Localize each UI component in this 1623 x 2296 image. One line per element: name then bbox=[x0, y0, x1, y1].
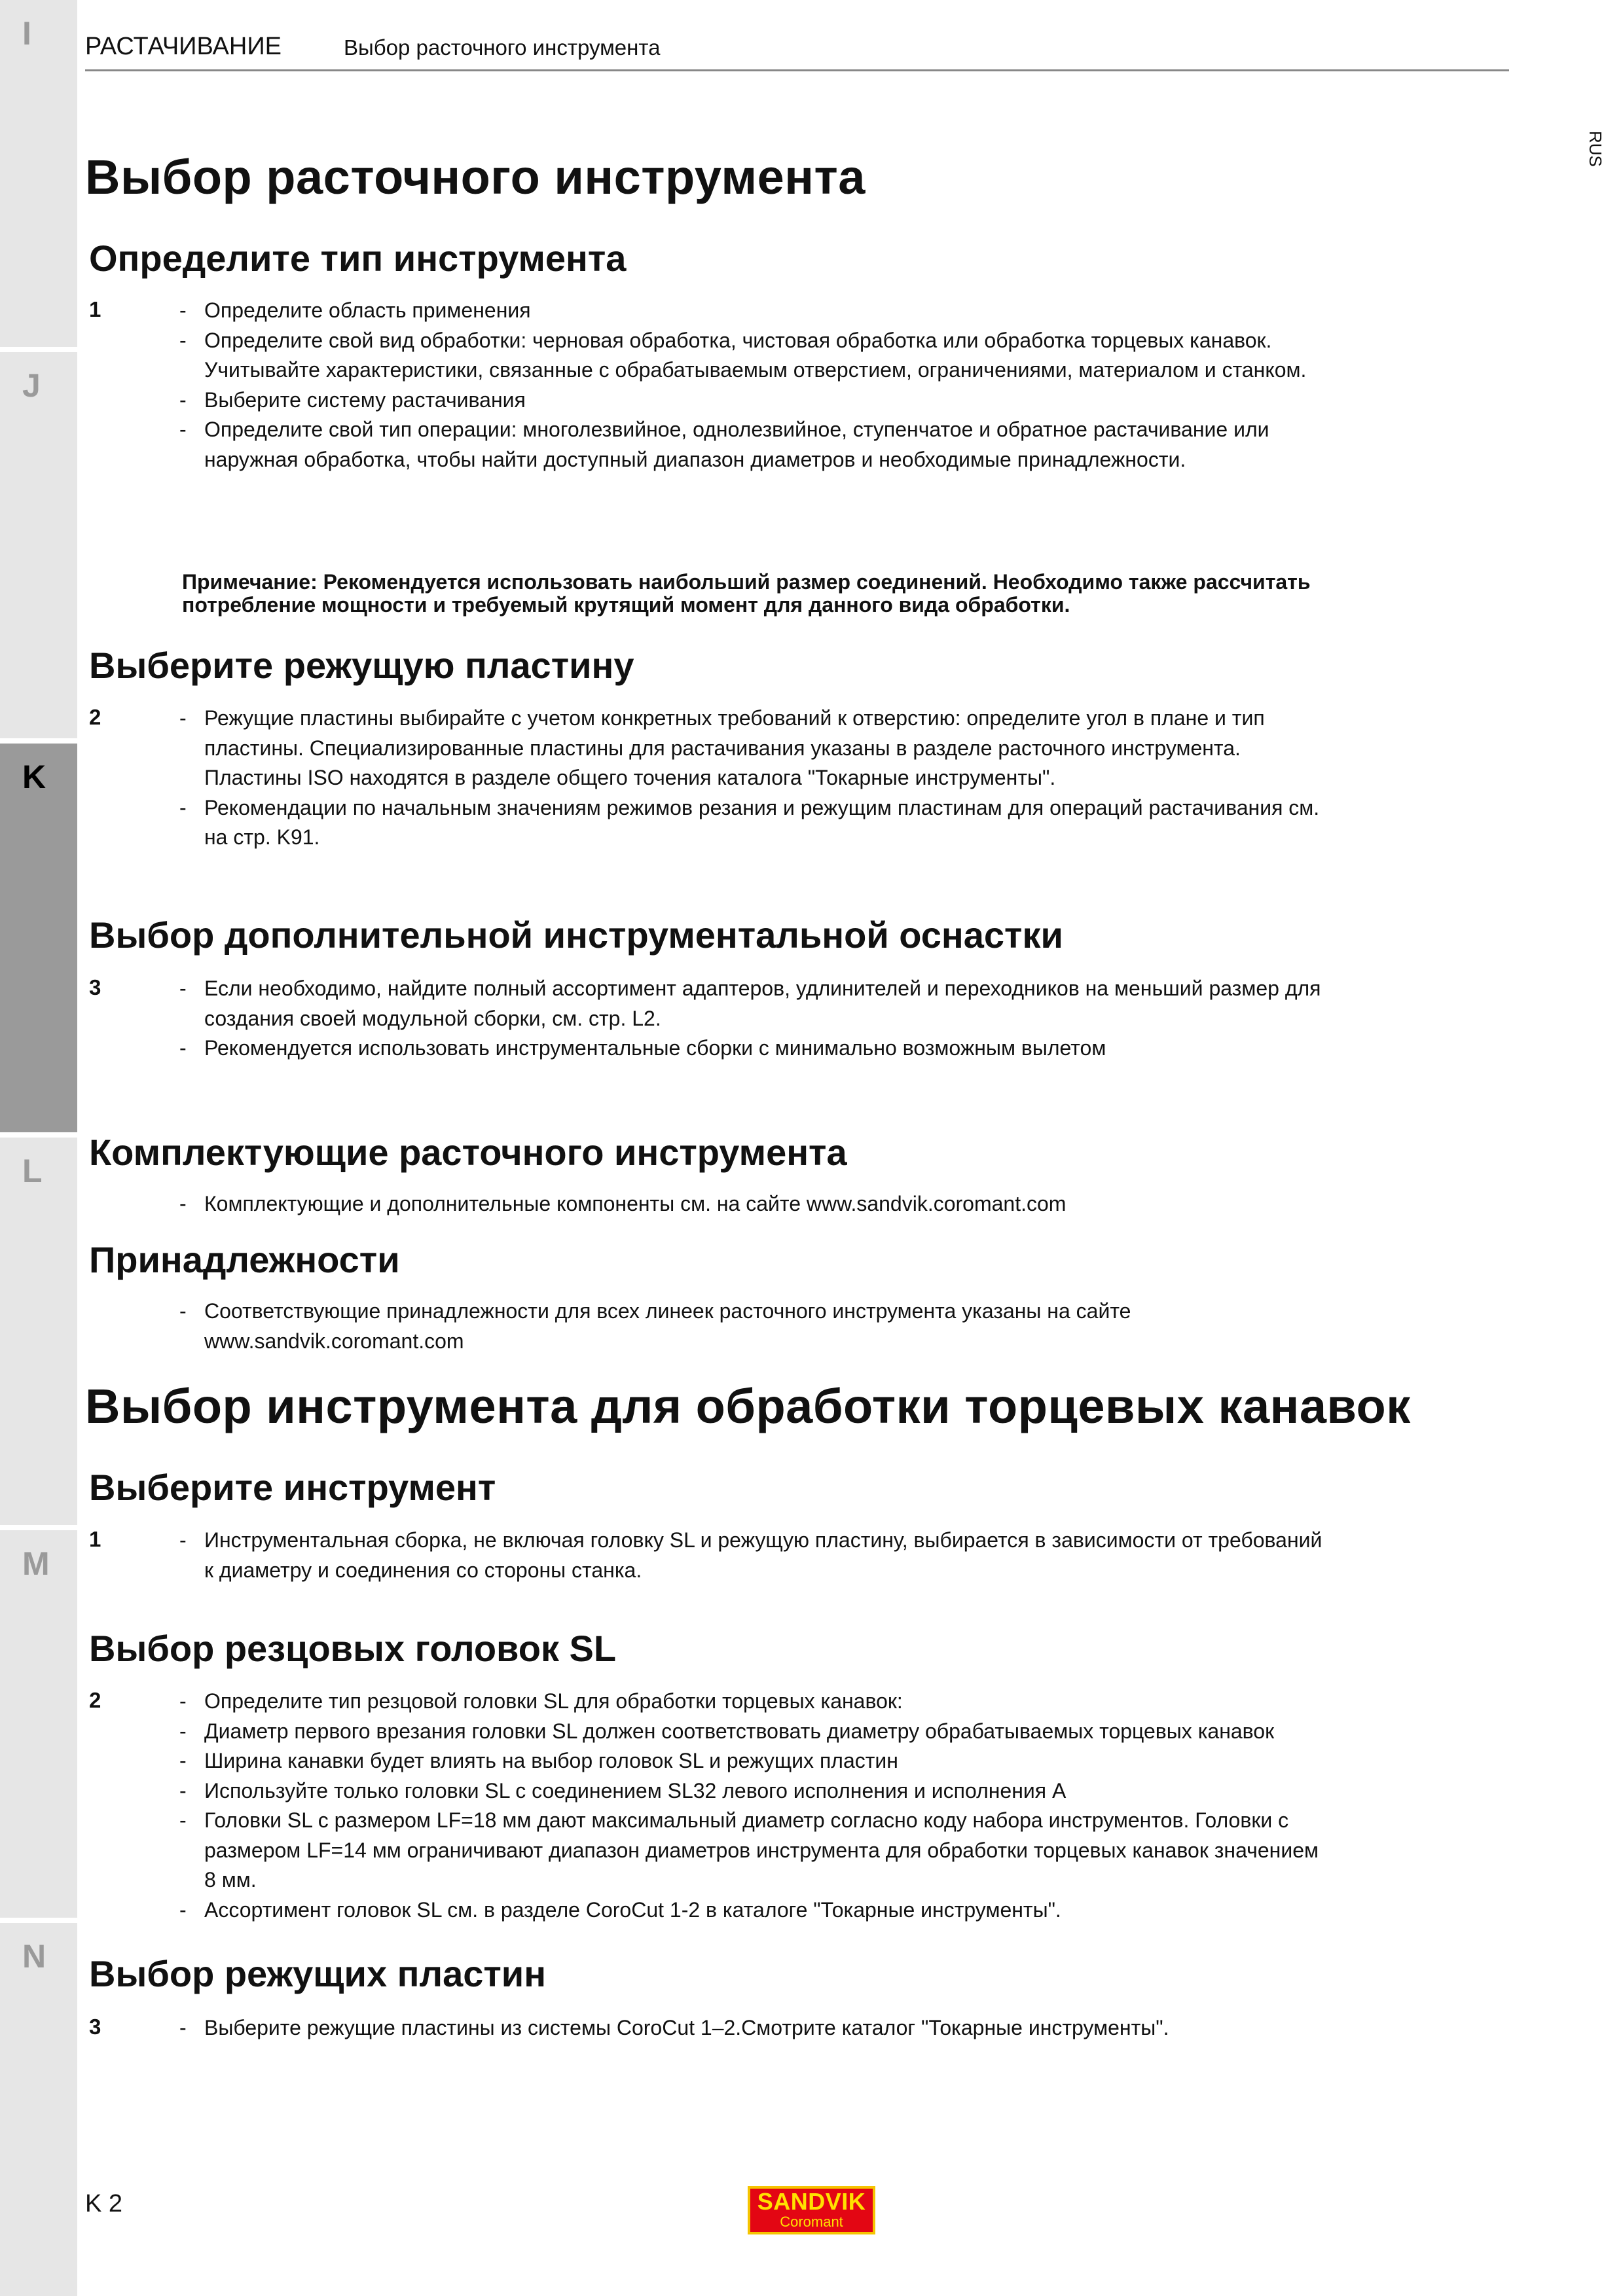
bullet-list-components bbox=[177, 1189, 1336, 1219]
list-item: - Головки SL с размером LF=18 мм дают максимальный диаметр согласно коду набора инструментов. Головки с размером LF=14 мм ограничивают диапазон диаметров инструмента для обработки торцевых канавок значением 8 мм. bbox=[177, 1806, 1336, 1895]
list-item: - Определите область применения bbox=[177, 296, 1336, 326]
tab-letter: M bbox=[22, 1545, 50, 1582]
list-item: - Комплектующие и дополнительные компоненты см. на сайте www.sandvik.coromant.com bbox=[177, 1189, 1336, 1219]
section-title-face-grooving: Выбор инструмента для обработки торцевых канавок bbox=[85, 1379, 1411, 1433]
note-text: Примечание: Рекомендуется использовать наибольший размер соединений. Необходимо также рассчитать потребление мощности и требуемый крутящий момент для данного вида обработки. bbox=[182, 570, 1311, 617]
tab-k[interactable] bbox=[0, 744, 77, 1132]
tab-i[interactable] bbox=[0, 0, 77, 347]
sandvik-logo bbox=[748, 2186, 875, 2234]
bullet-list-accessories bbox=[177, 1297, 1336, 1356]
tab-letter: N bbox=[22, 1938, 46, 1975]
tab-letter: L bbox=[22, 1153, 43, 1189]
step-number: 3 bbox=[89, 2015, 101, 2039]
heading-insert: Выберите режущую пластину bbox=[89, 645, 634, 686]
logo-sub: Coromant bbox=[780, 2214, 843, 2230]
list-item: - Определите свой тип операции: многолезвийное, однолезвийное, ступенчатое и обратное растачивание или наружная обработка, чтобы найти доступный диапазон диаметров и необходимые принадлежности. bbox=[177, 415, 1336, 475]
step-number: 3 bbox=[89, 975, 101, 999]
heading-accessories: Принадлежности bbox=[89, 1239, 400, 1280]
heading-tool-type: Определите тип инструмента bbox=[89, 238, 627, 279]
list-item: - Инструментальная сборка, не включая головку SL и режущую пластину, выбирается в зависимости от требований к диаметру и соединения со стороны станка. bbox=[177, 1526, 1336, 1585]
list-item: - Рекомендуется использовать инструментальные сборки с минимально возможным вылетом bbox=[177, 1033, 1336, 1064]
tab-letter: J bbox=[22, 367, 41, 404]
tab-letter: I bbox=[22, 15, 31, 52]
step-number: 1 bbox=[89, 1527, 101, 1551]
heading-extra-tooling: Выбор дополнительной инструментальной оснастки bbox=[89, 914, 1063, 956]
tab-j[interactable] bbox=[0, 352, 77, 738]
bullet-list-tool-type bbox=[177, 296, 1336, 475]
heading-cutting-inserts: Выбор режущих пластин bbox=[89, 1953, 547, 1994]
heading-select-tool: Выберите инструмент bbox=[89, 1467, 496, 1508]
logo-brand: SANDVIK bbox=[757, 2188, 866, 2215]
bullet-list-sl-heads bbox=[177, 1687, 1336, 1925]
list-item: - Рекомендации по начальным значениям режимов резания и режущим пластинам для операций растачивания см. на стр. K91. bbox=[177, 793, 1336, 853]
bullet-list-tooling bbox=[177, 974, 1336, 1064]
step-number: 2 bbox=[89, 1688, 101, 1712]
heading-components: Комплектующие расточного инструмента bbox=[89, 1132, 847, 1173]
heading-sl-heads: Выбор резцовых головок SL bbox=[89, 1628, 617, 1669]
bullet-list-select-tool bbox=[177, 1526, 1336, 1585]
language-tag: RUS bbox=[1586, 131, 1605, 167]
list-item: - Если необходимо, найдите полный ассортимент адаптеров, удлинителей и переходников на меньший размер для создания своей модульной сборки, см. стр. L2. bbox=[177, 974, 1336, 1033]
list-item: - Используйте только головки SL с соединением SL32 левого исполнения и исполнения А bbox=[177, 1776, 1336, 1806]
step-number: 2 bbox=[89, 705, 101, 729]
list-item: - Соответствующие принадлежности для всех линеек расточного инструмента указаны на сайте www.sandvik.coromant.com bbox=[177, 1297, 1336, 1356]
section-title-boring: Выбор расточного инструмента bbox=[85, 150, 866, 204]
tab-m[interactable] bbox=[0, 1530, 77, 1918]
running-header bbox=[85, 30, 1509, 71]
list-item: - Ширина канавки будет влиять на выбор головок SL и режущих пластин bbox=[177, 1746, 1336, 1776]
list-item: - Режущие пластины выбирайте с учетом конкретных требований к отверстию: определите угол в плане и тип пластины. Специализированные пластины для растачивания указаны в разделе расточного инструмента. Пластины ISO находятся в разделе общего точения каталога "Токарные инструменты". bbox=[177, 704, 1336, 793]
step-number: 1 bbox=[89, 297, 101, 321]
header-section: РАСТАЧИВАНИЕ bbox=[85, 33, 282, 60]
page-number: K 2 bbox=[85, 2190, 123, 2217]
bullet-list-cutting-inserts bbox=[177, 2013, 1336, 2043]
header-title: Выбор расточного инструмента bbox=[344, 35, 661, 60]
list-item: - Определите свой вид обработки: черновая обработка, чистовая обработка или обработка торцевых канавок. Учитывайте характеристики, связанные с обрабатываемым отверстием, ограничениями, материалом и станком. bbox=[177, 326, 1336, 386]
list-item: - Выберите режущие пластины из системы CoroCut 1–2.Смотрите каталог "Токарные инструменты". bbox=[177, 2013, 1336, 2043]
index-tabs bbox=[0, 0, 77, 2296]
tab-l[interactable] bbox=[0, 1138, 77, 1525]
list-item: - Диаметр первого врезания головки SL должен соответствовать диаметру обрабатываемых торцевых канавок bbox=[177, 1717, 1336, 1747]
tab-n[interactable] bbox=[0, 1923, 77, 2296]
list-item: - Ассортимент головок SL см. в разделе CoroCut 1-2 в каталоге "Токарные инструменты". bbox=[177, 1895, 1336, 1926]
list-item: - Определите тип резцовой головки SL для обработки торцевых канавок: bbox=[177, 1687, 1336, 1717]
tab-letter: K bbox=[22, 759, 46, 795]
list-item: - Выберите систему растачивания bbox=[177, 386, 1336, 416]
bullet-list-insert bbox=[177, 704, 1336, 853]
